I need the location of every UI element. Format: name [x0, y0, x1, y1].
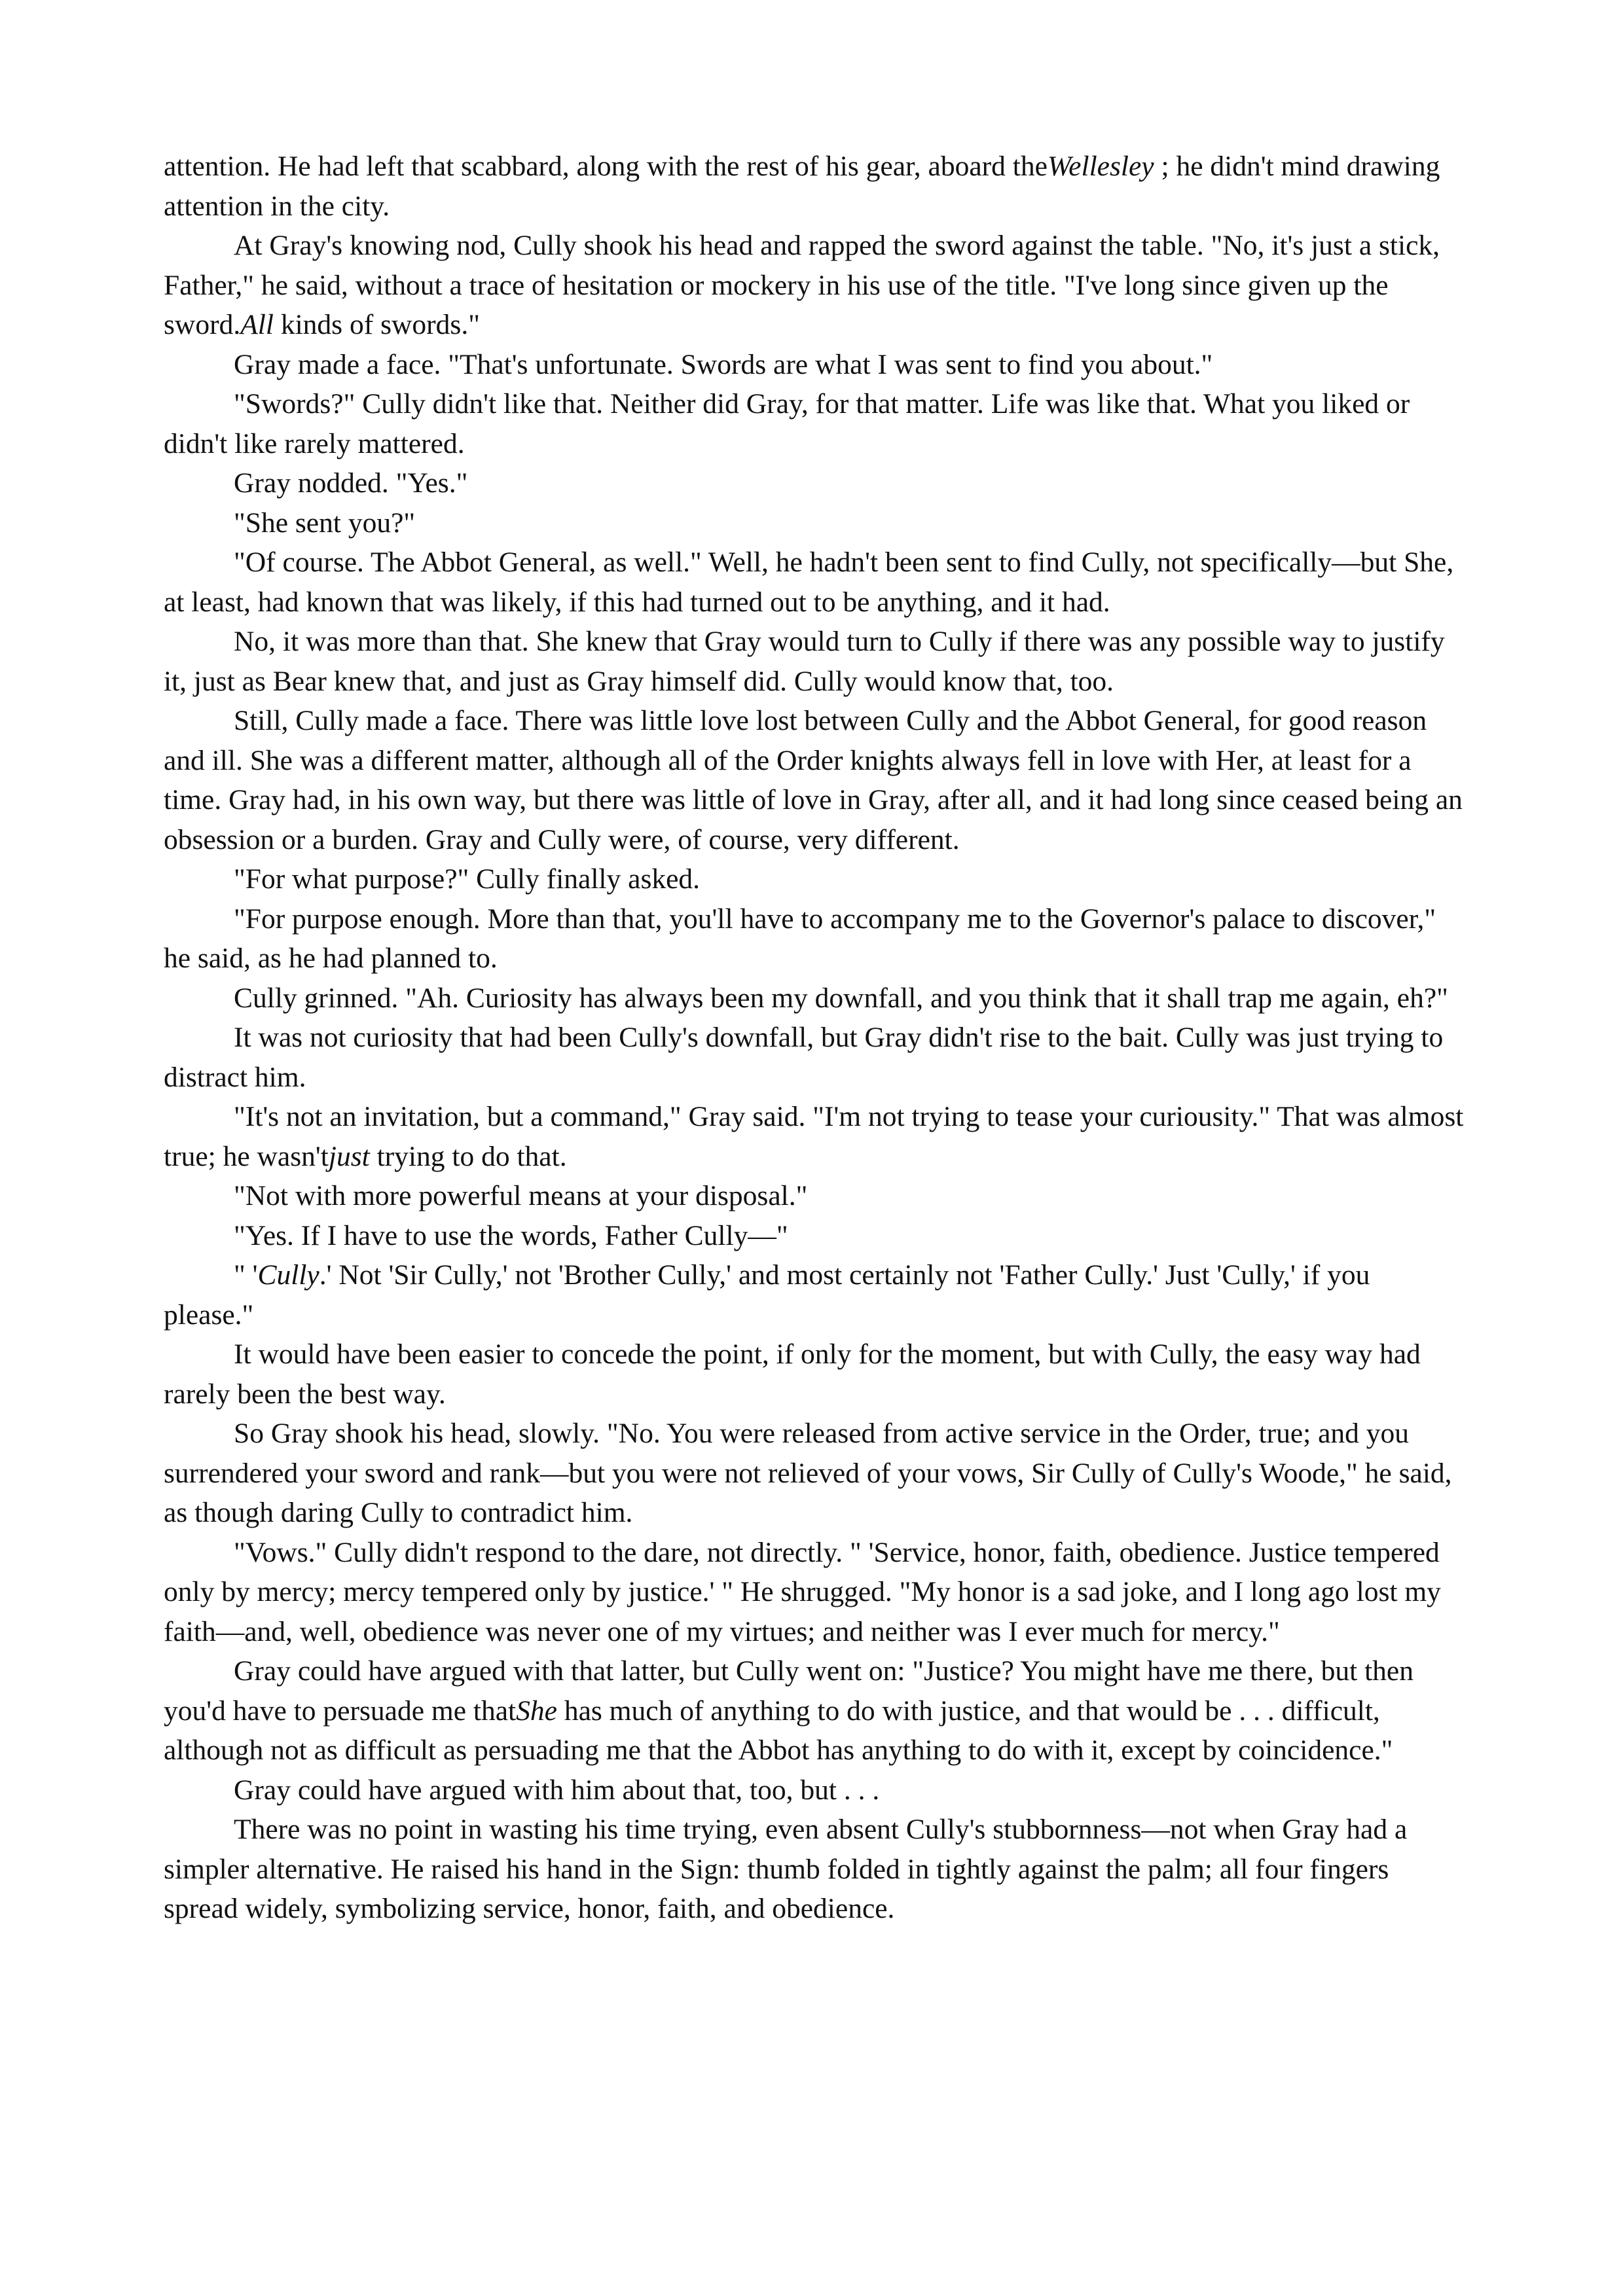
text-run: It would have been easier to concede the point, if only for the moment, but with Cully, the easy way had rarely been the best way. — [164, 1338, 1421, 1410]
italic-text: All — [240, 309, 274, 340]
paragraph — [164, 978, 1465, 1018]
text-run: .' Not 'Sir Cully,' not 'Brother Cully,' and most certainly not 'Father Cully.' Just 'Cully,' if you please." — [164, 1259, 1370, 1331]
text-run: "For what purpose?" Cully finally asked. — [234, 863, 701, 895]
text-run: There was no point in wasting his time trying, even absent Cully's stubbornness—not when Gray had a simpler alternative. He raised his hand in the Sign: thumb folded in tightly against the palm; all four fingers spread widely, symbolizing service, honor, faith, and obedience. — [164, 1814, 1408, 1924]
text-run: "Yes. If I have to use the words, Father Cully—" — [234, 1219, 788, 1251]
italic-text: just — [328, 1140, 370, 1172]
paragraph — [164, 1176, 1465, 1216]
paragraph — [164, 622, 1465, 701]
text-run: Gray nodded. "Yes." — [234, 467, 468, 499]
text-run: At Gray's knowing nod, Cully shook his head and rapped the sword against the table. "No, it's just a stick, Father," he said, without a trace of hesitation or mockery in his use of the title. "I've long since given up the sword. — [164, 230, 1440, 340]
paragraph — [164, 1018, 1465, 1097]
paragraph — [164, 1335, 1465, 1414]
text-run: Gray made a face. "That's unfortunate. Swords are what I was sent to find you about." — [234, 348, 1213, 380]
text-run: " ' — [234, 1259, 258, 1291]
paragraph — [164, 701, 1465, 859]
text-run: "It's not an invitation, but a command," Gray said. "I'm not trying to tease your curiousity." That was almost true; he wasn't — [164, 1101, 1464, 1172]
text-run: "She sent you?" — [234, 507, 416, 539]
text-run: "Not with more powerful means at your disposal." — [234, 1180, 808, 1211]
text-run: ; he didn't mind drawing attention in the city. — [164, 151, 1440, 222]
paragraph — [164, 384, 1465, 463]
text-run: Gray could have argued with that latter, but Cully went on: "Justice? You might have me there, but then you'd have to persuade me that — [164, 1655, 1413, 1727]
text-run: attention. He had left that scabbard, along with the rest of his gear, aboard the — [164, 151, 1048, 182]
text-run: kinds of swords." — [273, 309, 480, 340]
paragraph — [164, 1651, 1465, 1770]
italic-text: She — [516, 1695, 557, 1727]
italic-text: Wellesley — [1047, 151, 1154, 182]
text-run: "Vows." Cully didn't respond to the dare, not directly. " 'Service, honor, faith, obedience. Justice tempered only by mercy; mercy tempered only by justice.' " He shrugged. "My honor is a sad joke, and I long ago lost my faith—and, well, obedience was never one of my virtues; and neither was I ever much for mercy." — [164, 1536, 1441, 1647]
paragraph — [164, 1097, 1465, 1176]
text-run: Gray could have argued with him about that, too, but . . . — [234, 1774, 880, 1806]
italic-text: Cully — [257, 1259, 319, 1291]
body-text — [164, 147, 1465, 1929]
paragraph — [164, 1810, 1465, 1929]
paragraph — [164, 463, 1465, 503]
paragraph — [164, 503, 1465, 543]
paragraph — [164, 226, 1465, 345]
paragraph — [164, 147, 1465, 226]
paragraph — [164, 1770, 1465, 1810]
text-run: It was not curiosity that had been Cully's downfall, but Gray didn't rise to the bait. Cully was just trying to distract him. — [164, 1022, 1444, 1093]
text-run: Cully grinned. "Ah. Curiosity has always been my downfall, and you think that it shall trap me again, eh?" — [234, 982, 1448, 1014]
paragraph — [164, 543, 1465, 622]
text-run: Still, Cully made a face. There was little love lost between Cully and the Abbot General, for good reason and ill. She was a different matter, although all of the Order knights always fell in love with Her, at least for a time. Gray had, in his own way, but there was little of love in Gray, after all, and it had long since ceased being an obsession or a burden. Gray and Cully were, of course, very different. — [164, 705, 1463, 855]
text-run: "For purpose enough. More than that, you'll have to accompany me to the Governor's palace to discover," he said, as he had planned to. — [164, 903, 1436, 974]
text-run: "Of course. The Abbot General, as well." Well, he hadn't been sent to find Cully, not specifically—but She, at least, had known that was likely, if this had turned out to be anything, and it had. — [164, 547, 1454, 618]
text-run: So Gray shook his head, slowly. "No. You were released from active service in the Order, true; and you surrendered your sword and rank—but you were not relieved of your vows, Sir Cully of Cully's Woode," he said, as though daring Cully to contradict him. — [164, 1418, 1452, 1528]
text-run: has much of anything to do with justice, and that would be . . . difficult, although not as difficult as persuading me that the Abbot has anything to do with it, except by coincidence." — [164, 1695, 1393, 1766]
paragraph — [164, 345, 1465, 385]
text-run: trying to do that. — [369, 1140, 567, 1172]
paragraph — [164, 1216, 1465, 1256]
text-run: "Swords?" Cully didn't like that. Neither did Gray, for that matter. Life was like that. What you liked or didn't like rarely mattered. — [164, 388, 1410, 459]
text-run: No, it was more than that. She knew that Gray would turn to Cully if there was any possible way to justify it, just as Bear knew that, and just as Gray himself did. Cully would know that, too. — [164, 626, 1445, 697]
paragraph — [164, 1533, 1465, 1652]
paragraph — [164, 1255, 1465, 1335]
paragraph — [164, 1414, 1465, 1533]
paragraph — [164, 899, 1465, 978]
paragraph — [164, 859, 1465, 899]
